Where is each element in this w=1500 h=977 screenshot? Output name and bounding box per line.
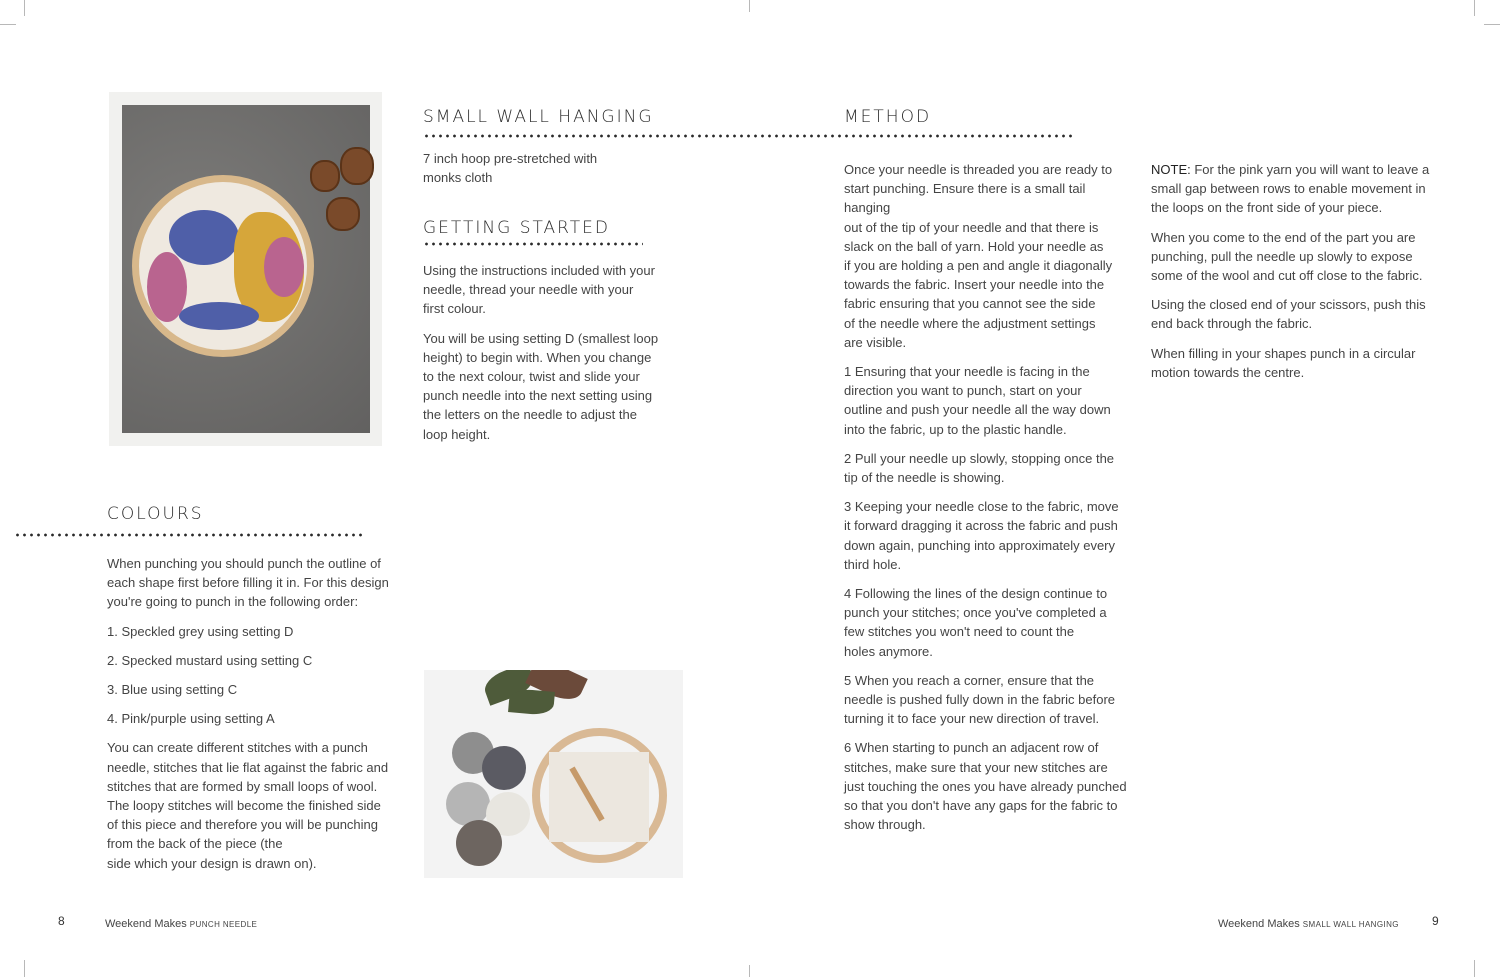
supplies-photo <box>424 670 683 878</box>
text-line: stitches that are formed by small loops of wool. <box>107 778 378 794</box>
materials-text <box>423 149 683 187</box>
getting-started-text <box>423 261 683 454</box>
text-line: down again, punching into approximately every <box>844 537 1116 553</box>
text-line: tip of the needle is showing. <box>844 470 1005 486</box>
text-line: small gap between rows to enable movement in <box>1151 181 1426 197</box>
text-line: Using the closed end of your scissors, push this <box>1151 297 1426 313</box>
text-line: outline and push your needle all the way down <box>844 402 1111 418</box>
text-line: from the back of the piece (the <box>107 836 283 852</box>
text-line: motion towards the centre. <box>1151 364 1305 380</box>
text-line: of the needle where the adjustment settings <box>844 315 1096 331</box>
text-line: so that you don't have any gaps for the fabric to <box>844 798 1118 814</box>
section-title: PUNCH NEEDLE <box>189 920 258 929</box>
paragraph <box>1151 295 1451 333</box>
paragraph <box>423 329 683 444</box>
text-line: end back through the fabric. <box>1151 316 1313 332</box>
crop-mark <box>1474 0 1475 16</box>
paragraph <box>107 554 397 612</box>
text-line: it forward dragging it across the fabric and push <box>844 518 1118 534</box>
text-line: The loopy stitches will become the finished side <box>107 798 381 814</box>
step-3 <box>844 497 1134 574</box>
colours-heading: COLOURS <box>107 504 204 524</box>
text-line: 3 Keeping your needle close to the fabric, move <box>844 499 1119 515</box>
crop-mark <box>1484 24 1500 25</box>
text-line: the letters on the needle to adjust the <box>423 407 637 423</box>
pinecone-icon <box>340 147 374 185</box>
notes-text <box>1151 160 1451 392</box>
text-line: punch your stitches; once you've completed a <box>844 605 1107 621</box>
text-line: if you are holding a pen and angle it diagonally <box>844 258 1113 274</box>
text-line: show through. <box>844 817 926 833</box>
book-title: Weekend Makes <box>1218 918 1300 930</box>
text-line: side which your design is drawn on). <box>107 855 317 871</box>
text-line: stitches, make sure that your new stitches are <box>844 759 1108 775</box>
paragraph <box>1151 344 1451 382</box>
pinecone-icon <box>326 197 360 231</box>
crop-mark <box>24 960 25 977</box>
text-line: start punching. Ensure there is a small tail hanging <box>844 181 1086 216</box>
note-paragraph <box>1151 160 1451 218</box>
pinecone-icon <box>310 160 340 192</box>
text-line: you're going to punch in the following order: <box>107 594 359 610</box>
text-line: out of the tip of your needle and that there is <box>844 219 1099 235</box>
note-label: NOTE: <box>1151 162 1191 177</box>
text-line: When you come to the end of the part you are <box>1151 229 1416 245</box>
text-line: turning it to face your new direction of travel. <box>844 711 1100 727</box>
text-line: some of the wool and cut off close to the fabric. <box>1151 268 1423 284</box>
text-line: few stitches you won't need to count the <box>844 624 1075 640</box>
text-line: third hole. <box>844 556 902 572</box>
crop-mark <box>0 24 16 25</box>
paragraph <box>107 738 397 872</box>
footer-right <box>1218 918 1399 930</box>
text-line: monks cloth <box>423 170 493 186</box>
text-line: to the next colour, twist and slide your <box>423 369 640 385</box>
text-line: Once your needle is threaded you are ready to <box>844 162 1113 177</box>
embroidery-hoop <box>132 175 314 357</box>
text-line: punching, pull the needle up slowly to expose <box>1151 248 1413 264</box>
text-line: into the fabric, up to the plastic handle. <box>844 421 1067 437</box>
crop-mark <box>749 965 750 977</box>
pink-shape <box>147 252 187 322</box>
page-number-left: 8 <box>58 914 65 928</box>
list-item: 2. Specked mustard using setting C <box>107 652 313 668</box>
small-wall-hanging-heading: SMALL WALL HANGING <box>423 107 654 127</box>
blue-shape <box>179 302 259 330</box>
paragraph <box>1151 228 1451 286</box>
text-line: punch needle into the next setting using <box>423 388 653 404</box>
note-text: For the pink yarn you will want to leave a <box>1190 162 1430 177</box>
footer-left <box>105 918 257 930</box>
text-line: You will be using setting D (smallest loop <box>423 330 659 346</box>
yarn-ball <box>482 746 526 790</box>
heading-dotted-rule <box>14 533 366 537</box>
list-item: 4. Pink/purple using setting A <box>107 711 275 727</box>
text-line: 4 Following the lines of the design continue to <box>844 586 1108 602</box>
text-line: When filling in your shapes punch in a circular <box>1151 345 1416 361</box>
felt-background <box>122 105 370 433</box>
crop-mark <box>1474 960 1475 977</box>
book-title: Weekend Makes <box>105 918 187 930</box>
step-4 <box>844 584 1134 661</box>
text-line: needle is pushed fully down in the fabric before <box>844 692 1116 708</box>
paragraph <box>423 261 683 319</box>
text-line: needle, thread your needle with your <box>423 282 634 298</box>
text-line: loop height. <box>423 426 491 442</box>
crop-mark <box>24 0 25 16</box>
method-heading: METHOD <box>844 107 932 127</box>
text-line: of this piece and therefore you will be punching <box>107 817 379 833</box>
heading-dotted-rule <box>423 134 1075 138</box>
text-line: the loops on the front side of your piece. <box>1151 200 1383 216</box>
text-line: 6 When starting to punch an adjacent row of <box>844 740 1099 756</box>
crop-mark <box>749 0 750 12</box>
pink-shape <box>264 237 304 297</box>
text-line: holes anymore. <box>844 643 933 659</box>
text-line: just touching the ones you have already punched <box>844 778 1127 794</box>
heading-dotted-rule <box>423 242 643 246</box>
step-5 <box>844 671 1134 729</box>
yarn-ball <box>456 820 502 866</box>
page-number-right: 9 <box>1432 914 1439 928</box>
section-title: SMALL WALL HANGING <box>1302 920 1399 929</box>
text-line: each shape first before filling it in. For this design <box>107 575 389 591</box>
text-line: 5 When you reach a corner, ensure that the <box>844 672 1095 688</box>
step-2 <box>844 449 1134 487</box>
method-text <box>844 160 1134 845</box>
step-1 <box>844 362 1134 439</box>
text-line: first colour. <box>423 301 486 317</box>
list-item: 1. Speckled grey using setting D <box>107 623 294 639</box>
colours-text <box>107 554 397 883</box>
monks-cloth <box>549 752 649 842</box>
text-line: 7 inch hoop pre-stretched with <box>423 151 598 166</box>
text-line: towards the fabric. Insert your needle into the <box>844 277 1105 293</box>
text-line: When punching you should punch the outline of <box>107 556 381 571</box>
text-line: are visible. <box>844 334 907 350</box>
text-line: direction you want to punch, start on your <box>844 383 1082 399</box>
text-line: You can create different stitches with a punch <box>107 740 368 756</box>
list-item: 3. Blue using setting C <box>107 682 238 698</box>
text-line: height) to begin with. When you change <box>423 349 652 365</box>
getting-started-heading: GETTING STARTED <box>423 218 610 238</box>
blue-shape <box>169 210 239 265</box>
text-line: 1 Ensuring that your needle is facing in the <box>844 364 1090 380</box>
text-line: 2 Pull your needle up slowly, stopping once the <box>844 450 1115 466</box>
text-line: needle, stitches that lie flat against the fabric and <box>107 759 389 775</box>
text-line <box>1151 160 1451 179</box>
text-line: Using the instructions included with your <box>423 263 655 278</box>
text-line: fabric ensuring that you cannot see the side <box>844 296 1096 312</box>
paragraph <box>844 160 1134 352</box>
wall-hanging-photo <box>109 92 382 446</box>
plant-leaf <box>508 688 555 716</box>
yarn-ball <box>446 782 490 826</box>
text-line: slack on the ball of yarn. Hold your needle as <box>844 238 1104 254</box>
step-6 <box>844 738 1134 834</box>
